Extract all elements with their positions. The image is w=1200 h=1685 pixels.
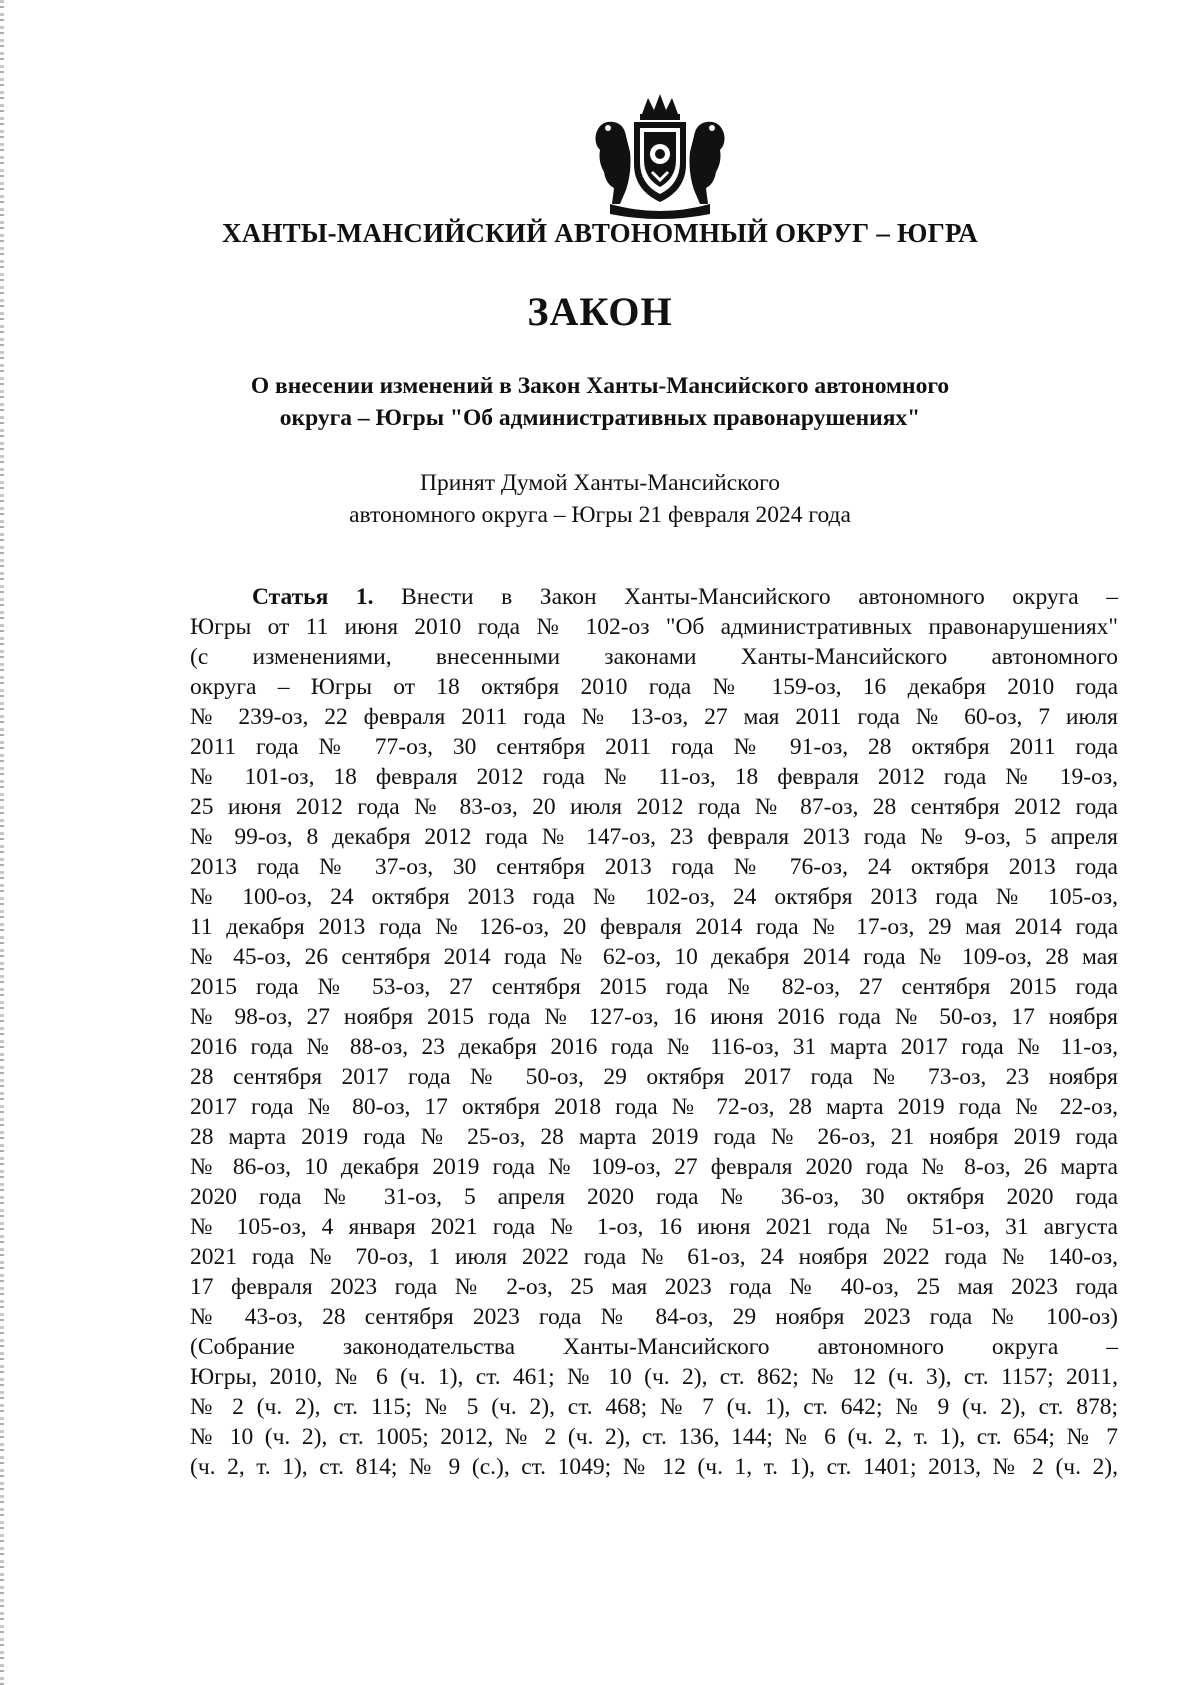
article-line: 17 февраля 2023 года № 2-оз, 25 мая 2023 года № 40-оз, 25 мая 2023 года: [190, 1274, 1118, 1300]
article-line: 11 декабря 2013 года № 126-оз, 20 февраля 2014 года № 17-оз, 29 мая 2014 года: [190, 914, 1118, 940]
article-line: № 86-оз, 10 декабря 2019 года № 109-оз, 27 февраля 2020 года № 8-оз, 26 марта: [190, 1154, 1118, 1180]
article-line: 2011 года № 77-оз, 30 сентября 2011 года № 91-оз, 28 октября 2011 года: [190, 734, 1118, 760]
article-line: 2017 года № 80-оз, 17 октября 2018 года № 72-оз, 28 марта 2019 года № 22-оз,: [190, 1094, 1118, 1120]
article-line: № 239-оз, 22 февраля 2011 года № 13-оз, 27 мая 2011 года № 60-оз, 7 июля: [190, 704, 1118, 730]
article-line: 2021 года № 70-оз, 1 июля 2022 года № 61-оз, 24 ноября 2022 года № 140-оз,: [190, 1244, 1118, 1270]
article-line: № 101-оз, 18 февраля 2012 года № 11-оз, 18 февраля 2012 года № 19-оз,: [190, 764, 1118, 790]
law-subject-line: округа – Югры "Об административных правонарушениях": [279, 405, 921, 431]
article-1-body: [190, 582, 1118, 1482]
region-heading: ХАНТЫ-МАНСИЙСКИЙ АВТОНОМНЫЙ ОКРУГ – ЮГРА: [222, 218, 978, 248]
article-line: (ч. 2, т. 1), ст. 814; № 9 (с.), ст. 1049; № 12 (ч. 1, т. 1), ст. 1401; 2013, № 2 (ч. 2),: [190, 1454, 1118, 1480]
article-line: № 105-оз, 4 января 2021 года № 1-оз, 16 июня 2021 года № 51-оз, 31 августа: [190, 1214, 1118, 1240]
article-line: 28 марта 2019 года № 25-оз, 28 марта 2019 года № 26-оз, 21 ноября 2019 года: [190, 1124, 1118, 1150]
article-line: № 2 (ч. 2), ст. 115; № 5 (ч. 2), ст. 468; № 7 (ч. 1), ст. 642; № 9 (ч. 2), ст. 878;: [190, 1394, 1118, 1420]
law-subject-line: О внесении изменений в Закон Ханты-Мансийского автономного: [250, 373, 950, 399]
article-line-text: Внести в Закон Ханты-Мансийского автономного округа –: [401, 584, 1119, 610]
article-line: Югры, 2010, № 6 (ч. 1), ст. 461; № 10 (ч. 2), ст. 862; № 12 (ч. 3), ст. 1157; 2011,: [190, 1364, 1118, 1390]
article-line: 25 июня 2012 года № 83-оз, 20 июля 2012 года № 87-оз, 28 сентября 2012 года: [190, 794, 1118, 820]
article-line: 2013 года № 37-оз, 30 сентября 2013 года № 76-оз, 24 октября 2013 года: [190, 854, 1118, 880]
adoption-note-line: автономного округа – Югры 21 февраля 2024 года: [349, 502, 851, 528]
scan-edge-artifact: [0, 0, 4, 1685]
article-line: 2015 года № 53-оз, 27 сентября 2015 года № 82-оз, 27 сентября 2015 года: [190, 974, 1118, 1000]
article-line: 28 сентября 2017 года № 50-оз, 29 октября 2017 года № 73-оз, 23 ноября: [190, 1064, 1118, 1090]
article-line: Югры от 11 июня 2010 года № 102-оз "Об административных правонарушениях": [190, 614, 1118, 640]
article-line: [190, 582, 1118, 612]
article-line: № 99-оз, 8 декабря 2012 года № 147-оз, 23 февраля 2013 года № 9-оз, 5 апреля: [190, 824, 1118, 850]
article-line: округа – Югры от 18 октября 2010 года № 159-оз, 16 декабря 2010 года: [190, 674, 1118, 700]
article-line: № 98-оз, 27 ноября 2015 года № 127-оз, 16 июня 2016 года № 50-оз, 17 ноября: [190, 1004, 1118, 1030]
article-line: № 100-оз, 24 октября 2013 года № 102-оз, 24 октября 2013 года № 105-оз,: [190, 884, 1118, 910]
article-line: (с изменениями, внесенными законами Ханты-Мансийского автономного: [190, 644, 1118, 670]
coat-of-arms-emblem: [590, 92, 730, 222]
article-line: № 10 (ч. 2), ст. 1005; 2012, № 2 (ч. 2), ст. 136, 144; № 6 (ч. 2, т. 1), ст. 654; № 7: [190, 1424, 1118, 1450]
article-line: (Собрание законодательства Ханты-Мансийского автономного округа –: [190, 1334, 1118, 1360]
adoption-note-line: Принят Думой Ханты-Мансийского: [420, 470, 780, 496]
article-line: 2020 года № 31-оз, 5 апреля 2020 года № 36-оз, 30 октября 2020 года: [190, 1184, 1118, 1210]
article-label: Статья 1.: [252, 584, 374, 610]
document-type-title: ЗАКОН: [527, 289, 673, 334]
article-line: № 45-оз, 26 сентября 2014 года № 62-оз, 10 декабря 2014 года № 109-оз, 28 мая: [190, 944, 1118, 970]
law-subject-title: [150, 370, 1050, 434]
article-line: 2016 года № 88-оз, 23 декабря 2016 года № 116-оз, 31 марта 2017 года № 11-оз,: [190, 1034, 1118, 1060]
article-line: № 43-оз, 28 сентября 2023 года № 84-оз, 29 ноября 2023 года № 100-оз): [190, 1304, 1118, 1330]
adoption-note: [150, 467, 1050, 531]
